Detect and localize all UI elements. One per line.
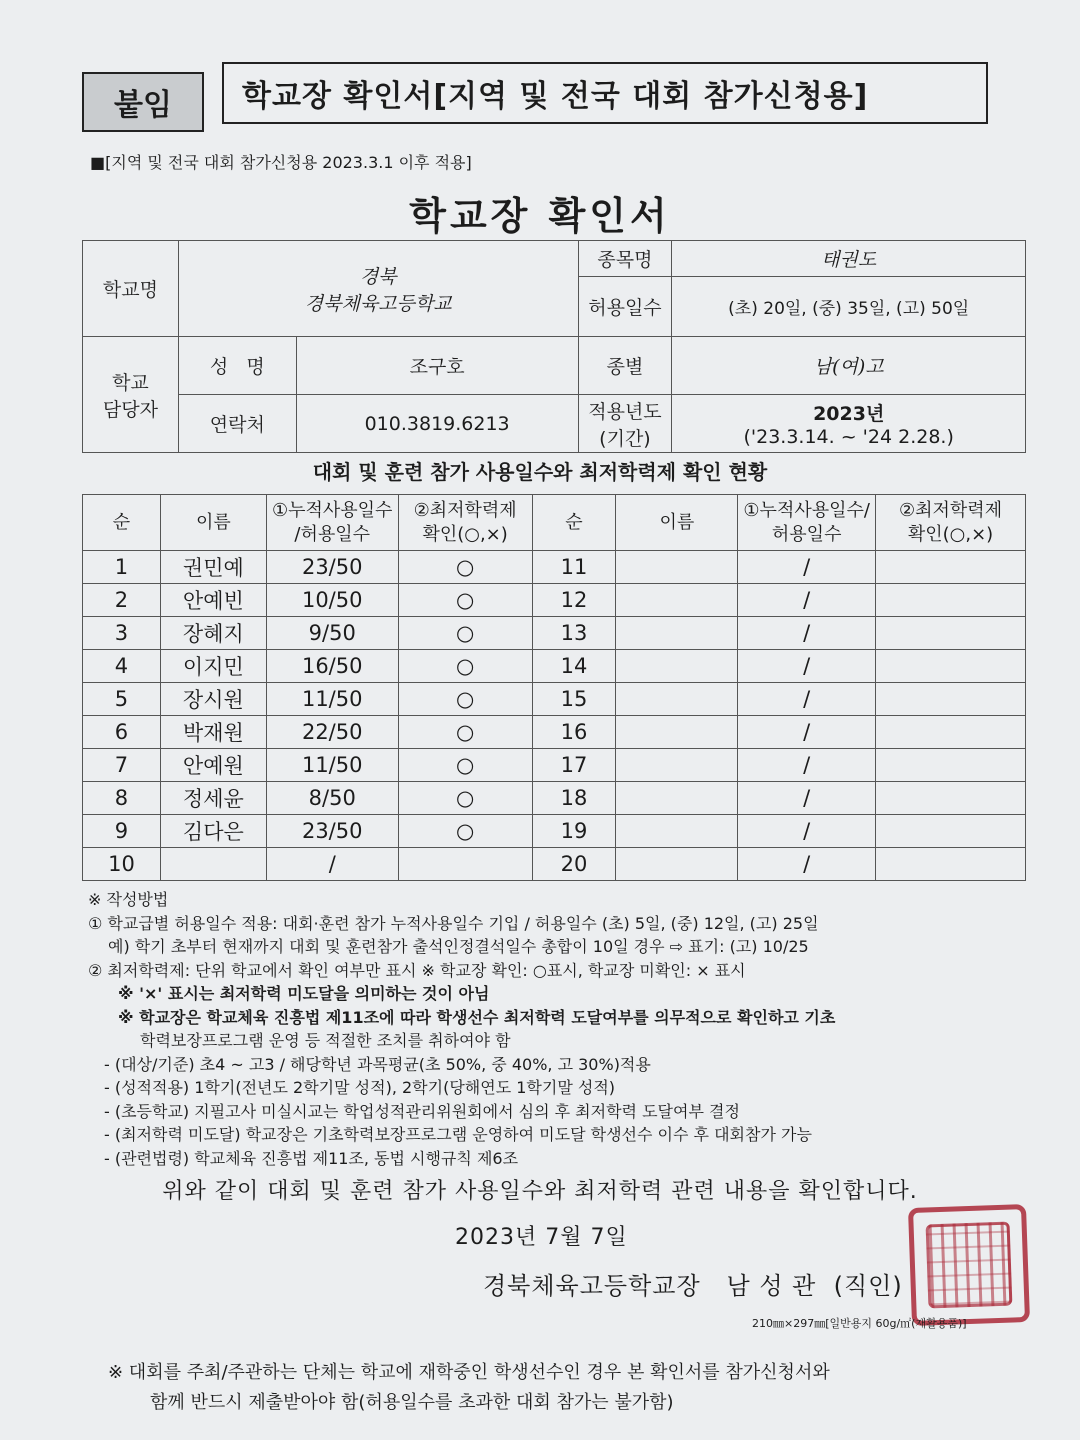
gender-label: 종별: [578, 337, 672, 395]
table-row: [83, 749, 1026, 782]
row-check: ○: [398, 749, 532, 782]
row-name-right: [616, 848, 738, 881]
table-row: [83, 584, 1026, 617]
row-usage-right: /: [738, 749, 876, 782]
table-row: [83, 815, 1026, 848]
table-row: [83, 683, 1026, 716]
row-no-right: 20: [532, 848, 616, 881]
row-name: 안예빈: [160, 584, 266, 617]
principal-signature: 경북체육고등학교장 남 성 관 (직인): [483, 1272, 903, 1300]
row-check: ○: [398, 782, 532, 815]
row-no-right: 11: [532, 551, 616, 584]
row-check: ○: [398, 716, 532, 749]
name-label: 성 명: [178, 337, 296, 395]
row-no-right: 18: [532, 782, 616, 815]
row-usage-right: /: [738, 650, 876, 683]
contact-label: 연락처: [178, 395, 296, 453]
row-name-right: [616, 650, 738, 683]
row-check-right: [876, 683, 1026, 716]
row-usage-right: /: [738, 848, 876, 881]
header-usage-line1: ①누적사용일수: [271, 500, 393, 522]
row-check-right: [876, 716, 1026, 749]
header-no-right: 순: [532, 495, 616, 551]
manager-label-line2: 담당자: [102, 398, 158, 421]
row-check-right: [876, 584, 1026, 617]
footer-line-2: 함께 반드시 제출받아야 함(허용일수를 초과한 대회 참가는 불가함): [150, 1392, 674, 1413]
row-name-right: [616, 584, 738, 617]
guide-line-4: ※ '×' 표시는 최저학력 미도달을 의미하는 것이 아님: [118, 984, 490, 1003]
seal-inner: [926, 1222, 1013, 1309]
footer-line-1: ※ 대회를 주최/주관하는 단체는 학교에 재학중인 학생선수인 경우 본 확인서를 참가신청서와: [108, 1362, 830, 1383]
row-usage: 16/50: [266, 650, 398, 683]
row-no: 2: [83, 584, 161, 617]
info-table: [82, 240, 1026, 453]
row-name: 김다은: [160, 815, 266, 848]
header-usage-right: [738, 495, 876, 551]
row-name-right: [616, 815, 738, 848]
sport-value: 태권도: [672, 241, 1026, 277]
year-value-cell: [672, 395, 1026, 453]
row-name: 이지민: [160, 650, 266, 683]
row-check-right: [876, 848, 1026, 881]
year-label-line2: (기간): [599, 427, 651, 450]
guide-line-11: - (관련법령) 학교체육 진흥법 제11조, 동법 시행규칙 제6조: [104, 1148, 519, 1168]
row-check: ○: [398, 584, 532, 617]
row-no: 7: [83, 749, 161, 782]
row-name-right: [616, 716, 738, 749]
section-title: 대회 및 훈련 참가 사용일수와 최저학력제 확인 현황: [312, 460, 768, 484]
allowed-days-label: 허용일수: [578, 277, 672, 337]
row-no: 1: [83, 551, 161, 584]
row-name-right: [616, 782, 738, 815]
row-no-right: 19: [532, 815, 616, 848]
row-check: ○: [398, 815, 532, 848]
sport-label: 종목명: [578, 241, 672, 277]
header-check: [398, 495, 532, 551]
header-usage-line2: /허용일수: [294, 523, 371, 545]
header-check-right-line2: 확인(○,×): [907, 523, 994, 545]
row-usage: 23/50: [266, 815, 398, 848]
guide-line-10: - (최저학력 미도달) 학교장은 기초학력보장프로그램 운영하여 미도달 학생선수 이수 후 대회참가 가능: [104, 1125, 812, 1144]
row-no-right: 13: [532, 617, 616, 650]
apply-note: ■[지역 및 전국 대회 참가신청용 2023.3.1 이후 적용]: [90, 153, 472, 172]
row-check: ○: [398, 551, 532, 584]
table-row: [83, 848, 1026, 881]
school-label: 학교명: [83, 241, 179, 337]
row-usage: 11/50: [266, 683, 398, 716]
year-value: 2023년: [813, 403, 885, 425]
row-no: 3: [83, 617, 161, 650]
roster-header-row: [83, 495, 1026, 551]
row-usage-right: /: [738, 584, 876, 617]
row-no-right: 14: [532, 650, 616, 683]
row-name: 장시원: [160, 683, 266, 716]
row-usage-right: /: [738, 683, 876, 716]
row-usage: 23/50: [266, 551, 398, 584]
header-usage-right-line2: 허용일수: [771, 523, 842, 545]
row-no: 6: [83, 716, 161, 749]
table-row: [83, 551, 1026, 584]
guide-line-9: - (초등학교) 지필고사 미실시교는 학업성적관리위원회에서 심의 후 최저학력 도달여부 결정: [104, 1101, 740, 1121]
row-name: [160, 848, 266, 881]
header-no: 순: [83, 495, 161, 551]
table-row: [83, 716, 1026, 749]
header-title: 학교장 확인서[지역 및 전국 대회 참가신청용]: [222, 62, 988, 124]
row-usage-right: /: [738, 782, 876, 815]
row-usage: 10/50: [266, 584, 398, 617]
table-row: [83, 782, 1026, 815]
row-no-right: 16: [532, 716, 616, 749]
allowed-days-value: (초) 20일, (중) 35일, (고) 50일: [672, 277, 1026, 337]
header-check-right-line1: ②최저학력제: [899, 500, 1003, 522]
row-check-right: [876, 815, 1026, 848]
row-check-right: [876, 749, 1026, 782]
guide-heading: ※ 작성방법: [88, 890, 169, 909]
row-usage: /: [266, 848, 398, 881]
row-usage-right: /: [738, 815, 876, 848]
row-usage: 9/50: [266, 617, 398, 650]
header-check-line2: 확인(○,×): [422, 523, 508, 545]
header-usage: [266, 495, 398, 551]
header-check-right: [876, 495, 1026, 551]
writing-guide: [88, 888, 1028, 1170]
header-name: 이름: [160, 495, 266, 551]
row-no-right: 15: [532, 683, 616, 716]
manager-label: [83, 337, 179, 453]
official-seal-icon: [908, 1204, 1030, 1326]
guide-line-7: - (대상/기준) 초4 ~ 고3 / 해당학년 과목평균(초 50%, 중 40%, 고 30%)적용: [104, 1054, 651, 1074]
row-no: 5: [83, 683, 161, 716]
table-row: [83, 650, 1026, 683]
row-check: ○: [398, 617, 532, 650]
row-no-right: 12: [532, 584, 616, 617]
row-usage-right: /: [738, 716, 876, 749]
table-row: [83, 617, 1026, 650]
row-usage: 8/50: [266, 782, 398, 815]
row-check: ○: [398, 683, 532, 716]
header-name-right: 이름: [616, 495, 738, 551]
header-usage-right-line1: ①누적사용일수/: [743, 500, 870, 522]
year-label-line1: 적용년도: [588, 400, 662, 423]
row-check-right: [876, 617, 1026, 650]
row-name-right: [616, 617, 738, 650]
roster-table: [82, 494, 1026, 881]
gender-value: 남(여)고: [672, 337, 1026, 395]
row-no: 8: [83, 782, 161, 815]
row-no-right: 17: [532, 749, 616, 782]
manager-label-line1: 학교: [112, 371, 149, 394]
guide-line-2: 예) 학기 초부터 현재까지 대회 및 훈련참가 출석인정결석일수 총합이 10일 경우 ⇨ 표기: (고) 10/25: [108, 937, 809, 956]
row-usage-right: /: [738, 617, 876, 650]
guide-line-3: ② 최저학력제: 단위 학교에서 확인 여부만 표시 ※ 학교장 확인: ○표시, 학교장 미확인: × 표시: [88, 960, 746, 980]
paper-spec: 210㎜×297㎜[일반용지 60g/㎡(재활용품)]: [752, 1317, 967, 1330]
attachment-tag: 붙임: [82, 72, 204, 132]
school-name: 경북체육고등학교: [304, 292, 452, 315]
school-value: [178, 241, 578, 337]
name-value: 조구호: [296, 337, 578, 395]
issue-date: 2023년 7월 7일: [455, 1225, 628, 1250]
year-label: [578, 395, 672, 453]
row-check-right: [876, 650, 1026, 683]
contact-value: 010.3819.6213: [296, 395, 578, 453]
row-no: 9: [83, 815, 161, 848]
guide-line-6: 학력보장프로그램 운영 등 적절한 조치를 취하여야 함: [140, 1031, 511, 1050]
row-name: 장혜지: [160, 617, 266, 650]
guide-line-8: - (성적적용) 1학기(전년도 2학기말 성적), 2학기(당해연도 1학기말 성적): [104, 1078, 616, 1097]
row-usage: 22/50: [266, 716, 398, 749]
row-usage-right: /: [738, 551, 876, 584]
row-check-right: [876, 551, 1026, 584]
row-name-right: [616, 749, 738, 782]
row-no: 4: [83, 650, 161, 683]
row-name: 정세윤: [160, 782, 266, 815]
period-value: ('23.3.14. ~ '24 2.28.): [743, 426, 954, 448]
school-region: 경북: [359, 265, 397, 288]
row-name: 박재원: [160, 716, 266, 749]
row-check: [398, 848, 532, 881]
guide-line-1: ① 학교급별 허용일수 적용: 대회·훈련 참가 누적사용일수 기입 / 허용일수 (초) 5일, (중) 12일, (고) 25일: [88, 913, 819, 933]
row-name-right: [616, 551, 738, 584]
row-no: 10: [83, 848, 161, 881]
confirmation-statement: 위와 같이 대회 및 훈련 참가 사용일수와 최저학력 관련 내용을 확인합니다.: [162, 1179, 918, 1204]
guide-line-5: ※ 학교장은 학교체육 진흥법 제11조에 따라 학생선수 최저학력 도달여부를 의무적으로 확인하고 기초: [118, 1007, 836, 1027]
document-title: 학교장 확인서: [409, 194, 671, 238]
footer-note: [108, 1358, 1008, 1418]
row-name: 권민예: [160, 551, 266, 584]
row-name-right: [616, 683, 738, 716]
row-usage: 11/50: [266, 749, 398, 782]
row-check-right: [876, 782, 1026, 815]
header-check-line1: ②최저학력제: [413, 500, 517, 522]
row-name: 안예원: [160, 749, 266, 782]
row-check: ○: [398, 650, 532, 683]
